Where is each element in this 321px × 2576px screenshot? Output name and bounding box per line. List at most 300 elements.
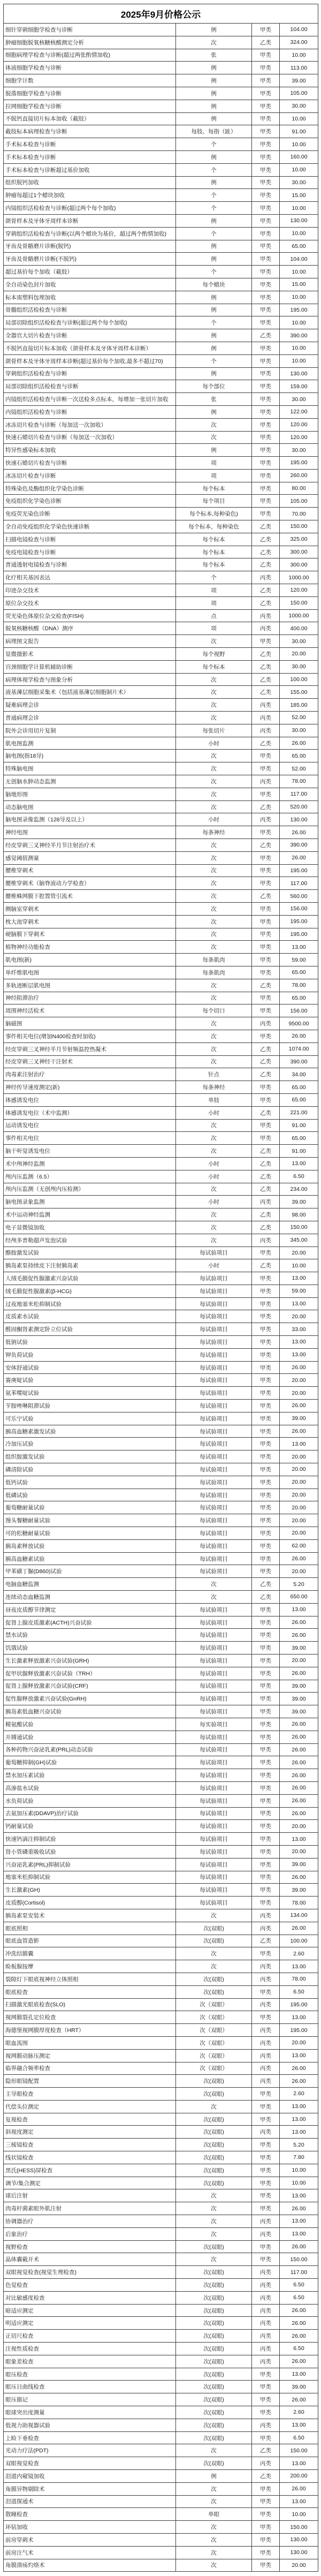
price-cell: 185.00 (280, 699, 318, 712)
item-name-cell: 颅内压监测（6.5） (4, 1170, 176, 1183)
price-cell: 221.00 (280, 1106, 318, 1119)
category-cell: 甲类 (252, 316, 280, 329)
table-row (4, 1897, 318, 1909)
category-cell: 甲类 (252, 74, 280, 87)
item-name-cell: 眼底照相 (4, 1922, 176, 1935)
item-name-cell: 各种药物兴奋泌乳素(PRL)动态试验 (4, 1743, 176, 1756)
table-row (4, 1463, 318, 1476)
unit-cell: 次 (176, 1221, 252, 1234)
table-row (4, 1871, 318, 1884)
category-cell: 甲类 (252, 1705, 280, 1718)
price-cell: 20.00 (280, 1527, 318, 1540)
table-row (4, 1451, 318, 1463)
table-row (4, 1285, 318, 1297)
unit-cell: 次(双眼) (176, 2075, 252, 2088)
table-row (4, 1960, 318, 1973)
price-cell: 20.00 (280, 1845, 318, 1858)
item-name-cell: 前房穿刺术 (4, 2533, 176, 2546)
item-name-cell: 运动诱发电位 (4, 1119, 176, 1132)
item-name-cell: 过夜地塞米松抑制试验 (4, 1297, 176, 1310)
category-cell: 甲类 (252, 1667, 280, 1680)
item-name-cell: 手术标本检查与诊断 (4, 150, 176, 163)
category-cell: 甲类 (252, 240, 280, 253)
unit-cell: 次 (176, 1132, 252, 1145)
price-cell: 1000.00 (280, 609, 318, 622)
price-cell: 20.00 (280, 1374, 318, 1387)
category-cell: 甲类 (252, 2393, 280, 2406)
item-name-cell: 动态脑电图 (4, 800, 176, 813)
table-row (4, 1297, 318, 1310)
category-cell: 甲类 (252, 214, 280, 227)
price-cell: 39.00 (280, 74, 318, 87)
table-row (4, 1081, 318, 1094)
category-cell: 甲类 (252, 1527, 280, 1540)
table-row (4, 1718, 318, 1731)
price-table-body (4, 24, 318, 2572)
table-row (4, 660, 318, 673)
item-name-cell: 肉毒杆菌素眼外肌注射 (4, 2202, 176, 2215)
item-name-cell: 免疫荧光染色诊断 (4, 508, 176, 520)
category-cell: 乙类 (252, 648, 280, 661)
price-cell: 30.00 (280, 393, 318, 406)
item-name-cell: 电脑血糖监测 (4, 1578, 176, 1591)
unit-cell: 次(双眼) (176, 2266, 252, 2279)
unit-cell: 次 (176, 1017, 252, 1030)
unit-cell: 次(双眼) (176, 2240, 252, 2253)
category-cell: 甲类 (252, 2508, 280, 2521)
unit-cell: 每试验项目 (176, 1539, 252, 1552)
unit-cell: 次 (176, 979, 252, 992)
unit-cell: 项 (176, 596, 252, 609)
table-row (4, 112, 318, 125)
table-row (4, 304, 318, 316)
category-cell: 丙类 (252, 813, 280, 826)
price-table (3, 4, 318, 2572)
unit-cell: 项 (176, 457, 252, 470)
unit-cell: 每试验项目 (176, 1871, 252, 1884)
category-cell: 甲类 (252, 928, 280, 941)
table-row (4, 1731, 318, 1743)
item-name-cell: 对比敏感度检查 (4, 2291, 176, 2304)
category-cell: 甲类 (252, 1807, 280, 1820)
table-row (4, 457, 318, 470)
category-cell: 乙类 (252, 800, 280, 813)
unit-cell: 每条神经 (176, 1081, 252, 1094)
table-row (4, 100, 318, 112)
price-cell: 13.00 (280, 1272, 318, 1285)
table-row (4, 1400, 318, 1412)
unit-cell: 次（双眼） (176, 2024, 252, 2037)
price-cell: 117.00 (280, 877, 318, 890)
category-cell: 甲类 (252, 1769, 280, 1782)
item-name-cell: 神经阻滞治疗 (4, 992, 176, 1004)
price-cell: 15.00 (280, 278, 318, 291)
price-cell: 130.00 (280, 2546, 318, 2559)
item-name-cell: 低钙试验 (4, 1476, 176, 1489)
item-name-cell: 特异性感染标本加收 (4, 444, 176, 457)
price-cell: 59.00 (280, 1285, 318, 1297)
table-row (4, 826, 318, 839)
table-row (4, 762, 318, 775)
category-cell: 乙类 (252, 2444, 280, 2457)
unit-cell: 例 (176, 342, 252, 354)
category-cell: 乙类 (252, 737, 280, 750)
table-row (4, 1501, 318, 1514)
table-row (4, 87, 318, 100)
category-cell: 乙类 (252, 1259, 280, 1272)
item-name-cell: 赛庚啶试验 (4, 1374, 176, 1387)
table-row (4, 1591, 318, 1604)
price-cell: 10.00 (280, 291, 318, 304)
item-name-cell: 颌骨样本及牙体牙周样本诊断 (4, 214, 176, 227)
price-cell: 65.00 (280, 1081, 318, 1094)
table-row (4, 2330, 318, 2343)
unit-cell: 次(双眼) (176, 2151, 252, 2164)
unit-cell: 点 (176, 609, 252, 622)
item-name-cell: 晶体囊截开术 (4, 2253, 176, 2266)
price-cell: 39.00 (280, 1884, 318, 1897)
unit-cell: 例 (176, 176, 252, 189)
table-row (4, 2381, 318, 2393)
item-name-cell: 泪道内窥镜加收 (4, 2470, 176, 2483)
category-cell: 丙类 (252, 724, 280, 737)
unit-cell: 次(双眼) (176, 2164, 252, 2177)
price-cell: 6.50 (280, 2291, 318, 2304)
category-cell: 甲类 (252, 418, 280, 431)
category-cell: 甲类 (252, 1858, 280, 1871)
unit-cell: 每试验项目 (176, 1514, 252, 1527)
item-name-cell: 皮质醇(Cortisol) (4, 1897, 176, 1909)
category-cell: 乙类 (252, 839, 280, 852)
price-cell: 34.00 (280, 1068, 318, 1081)
unit-cell: 次 (176, 2227, 252, 2240)
table-row (4, 253, 318, 266)
table-row (4, 2215, 318, 2228)
category-cell: 甲类 (252, 380, 280, 393)
price-cell: 130.00 (280, 813, 318, 826)
item-name-cell: 视网膜裂孔定位检查 (4, 2011, 176, 2024)
price-cell: 10.00 (280, 202, 318, 215)
unit-cell: 每个标本 (176, 482, 252, 495)
item-name-cell: 色觉检查 (4, 2279, 176, 2292)
category-cell: 甲类 (252, 1348, 280, 1361)
category-cell: 甲类 (252, 457, 280, 470)
page-title: 2025年9月价格公示 (4, 4, 318, 24)
table-row (4, 1208, 318, 1221)
price-cell: 26.00 (280, 2062, 318, 2075)
price-cell: 130.00 (280, 214, 318, 227)
price-cell: 26.00 (280, 2240, 318, 2253)
unit-cell: 每个标本，每种染色 (176, 520, 252, 533)
price-cell: 13.00 (280, 2419, 318, 2431)
item-name-cell: 原位杂交技术 (4, 596, 176, 609)
price-cell: 117.00 (280, 788, 318, 800)
price-cell: 13.00 (280, 2011, 318, 2024)
unit-cell: 次 (176, 1145, 252, 1158)
unit-cell: 每试验项目 (176, 1476, 252, 1489)
price-cell: 300.00 (280, 558, 318, 571)
unit-cell: 次（双眼） (176, 2049, 252, 2062)
category-cell: 乙类 (252, 979, 280, 992)
price-cell: 33.00 (280, 1323, 318, 1336)
unit-cell: 每条肌肉 (176, 966, 252, 979)
category-cell: 乙类 (252, 1106, 280, 1119)
table-row (4, 49, 318, 62)
table-row (4, 1845, 318, 1858)
price-cell: 6.50 (280, 1170, 318, 1183)
price-cell: 26.00 (280, 1400, 318, 1412)
table-row (4, 189, 318, 202)
item-name-cell: 感觉阈值测量 (4, 851, 176, 864)
category-cell: 甲类 (252, 2546, 280, 2559)
category-cell: 乙类 (252, 329, 280, 342)
item-name-cell: 荧光染色体原位杂交检查(FISH) (4, 609, 176, 622)
item-name-cell: 印迹杂交技术 (4, 584, 176, 597)
price-cell: 65.00 (280, 1093, 318, 1106)
price-cell: 10.00 (280, 1259, 318, 1272)
category-cell: 甲类 (252, 367, 280, 380)
unit-cell: 例 (176, 253, 252, 266)
unit-cell: 次 (176, 788, 252, 800)
item-name-cell: 冰冻切片检查与诊断 (4, 469, 176, 482)
unit-cell: 次(双眼) (176, 2419, 252, 2431)
table-row (4, 469, 318, 482)
unit-cell: 单肢 (176, 1093, 252, 1106)
category-cell: 乙类 (252, 1208, 280, 1221)
item-name-cell: 代偿头位测定 (4, 2100, 176, 2113)
price-cell: 39.00 (280, 2381, 318, 2393)
table-row (4, 2355, 318, 2368)
unit-cell: 次(双眼) (176, 2113, 252, 2126)
price-cell: 91.00 (280, 1145, 318, 1158)
category-cell: 甲类 (252, 2088, 280, 2101)
item-name-cell: 促性腺释放激素兴奋试验(GnRH) (4, 1693, 176, 1705)
table-row (4, 609, 318, 622)
table-row (4, 1985, 318, 1998)
price-cell: 20.00 (280, 648, 318, 661)
table-row (4, 214, 318, 227)
item-name-cell: 不脱钙直接切片标本加收（颌骨样本及牙体牙周样本诊断） (4, 342, 176, 354)
table-row (4, 1527, 318, 1540)
category-cell: 甲类 (252, 864, 280, 877)
table-row (4, 2279, 318, 2292)
category-cell: 甲类 (252, 2368, 280, 2381)
category-cell: 丙类 (252, 2227, 280, 2240)
item-name-cell: 冰冻切片检查与诊断（每加送一次加收） (4, 418, 176, 431)
price-cell: 195.00 (280, 864, 318, 877)
unit-cell: 次 (176, 864, 252, 877)
item-name-cell: 手术标本检查与诊断 (4, 138, 176, 151)
unit-cell: 次 (176, 1591, 252, 1604)
table-row (4, 1922, 318, 1935)
category-cell: 丙类 (252, 2075, 280, 2088)
price-cell: 70.00 (280, 508, 318, 520)
price-cell: 39.00 (280, 1412, 318, 1425)
unit-cell: 次（双眼） (176, 1998, 252, 2011)
table-row (4, 2189, 318, 2202)
unit-cell: 例 (176, 405, 252, 418)
table-row (4, 1259, 318, 1272)
unit-cell: 次 (176, 1960, 252, 1973)
table-row (4, 724, 318, 737)
category-cell: 丙类 (252, 622, 280, 635)
category-cell: 甲类 (252, 1438, 280, 1451)
unit-cell: 次 (176, 1947, 252, 1960)
item-name-cell: 胰岛素低血糖兴奋试验 (4, 1705, 176, 1718)
table-row (4, 1998, 318, 2011)
unit-cell: 个 (176, 571, 252, 584)
price-cell: 345.00 (280, 1234, 318, 1247)
category-cell: 甲类 (252, 176, 280, 189)
title-row (4, 4, 318, 24)
category-cell: 甲类 (252, 1871, 280, 1884)
table-row (4, 1234, 318, 1247)
price-cell: 30.00 (280, 660, 318, 673)
unit-cell: 每试验项目 (176, 1603, 252, 1616)
item-name-cell: 后象治疗 (4, 2227, 176, 2240)
price-cell: 62.00 (280, 1539, 318, 1552)
table-row (4, 1578, 318, 1591)
table-row (4, 405, 318, 418)
category-cell: 甲类 (252, 1476, 280, 1489)
price-cell: 6.50 (280, 1985, 318, 1998)
item-name-cell: 水负荷试验 (4, 1794, 176, 1807)
unit-cell: 个 (176, 163, 252, 176)
unit-cell: 次 (176, 1208, 252, 1221)
category-cell: 甲类 (252, 1897, 280, 1909)
price-cell: 150.00 (280, 2444, 318, 2457)
item-name-cell: 侧脑室穿刺术 (4, 902, 176, 915)
table-row (4, 1017, 318, 1030)
price-cell: 9500.00 (280, 1017, 318, 1030)
table-row (4, 1616, 318, 1629)
item-name-cell: 脑地形图 (4, 788, 176, 800)
category-cell: 甲类 (252, 2113, 280, 2126)
price-cell: 195.00 (280, 915, 318, 928)
item-name-cell: 地塞米松抑制试验 (4, 1871, 176, 1884)
category-cell: 甲类 (252, 877, 280, 890)
category-cell: 乙类 (252, 1578, 280, 1591)
item-name-cell: 人绒毛膜促性腺激素兴奋试验 (4, 1272, 176, 1285)
category-cell: 甲类 (252, 2164, 280, 2177)
item-name-cell: 正切尺检查 (4, 2330, 176, 2343)
price-cell: 155.00 (280, 686, 318, 699)
unit-cell: 每试验项目 (176, 1387, 252, 1400)
price-cell: 1000.00 (280, 571, 318, 584)
category-cell: 甲类 (252, 1731, 280, 1743)
unit-cell: 每试验项目 (176, 1884, 252, 1897)
category-cell: 甲类 (252, 788, 280, 800)
category-cell: 甲类 (252, 1425, 280, 1438)
category-cell: 甲类 (252, 1004, 280, 1017)
table-row (4, 2011, 318, 2024)
price-cell: 390.00 (280, 839, 318, 852)
unit-cell: 个 (176, 202, 252, 215)
item-name-cell: 硬脑膜下穿刺术 (4, 928, 176, 941)
category-cell: 乙类 (252, 1157, 280, 1170)
item-name-cell: 散瞳检查 (4, 2508, 176, 2521)
unit-cell: 每试验项目 (176, 1743, 252, 1756)
unit-cell: 个 (176, 138, 252, 151)
item-name-cell: 细胞学计数 (4, 74, 176, 87)
price-cell: 26.00 (280, 1629, 318, 1642)
category-cell: 乙类 (252, 546, 280, 558)
item-name-cell: 全自动染色封片加收 (4, 278, 176, 291)
category-cell: 甲类 (252, 1820, 280, 1833)
price-cell: 6.50 (280, 2431, 318, 2444)
unit-cell: 次（双眼） (176, 2062, 252, 2075)
table-row (4, 890, 318, 903)
item-name-cell: 经颅多普勒超声发泡试验 (4, 1234, 176, 1247)
price-cell: 26.00 (280, 1731, 318, 1743)
item-name-cell: 肉毒素注射治疗 (4, 1068, 176, 1081)
price-cell: 13.00 (280, 1297, 318, 1310)
category-cell: 甲类 (252, 1718, 280, 1731)
item-name-cell: 经皮穿刺三叉神经半月节注射治疗术 (4, 839, 176, 852)
category-cell: 乙类 (252, 1043, 280, 1055)
table-row (4, 635, 318, 648)
table-row (4, 2164, 318, 2177)
item-name-cell: 低钠试验 (4, 1336, 176, 1349)
table-row (4, 737, 318, 750)
item-name-cell: 甲苯磺丁脲(D860)试验 (4, 1565, 176, 1578)
category-cell: 乙类 (252, 1170, 280, 1183)
table-row (4, 1055, 318, 1068)
category-cell: 乙类 (252, 1183, 280, 1196)
category-cell: 丙类 (252, 2419, 280, 2431)
price-cell: 20.00 (280, 1820, 318, 1833)
price-cell: 26.00 (280, 1769, 318, 1782)
unit-cell: 每个标本,每种染色) (176, 508, 252, 520)
table-row (4, 699, 318, 712)
price-cell: 20.00 (280, 1489, 318, 1501)
unit-cell: 每试验项目 (176, 1897, 252, 1909)
unit-cell: 每试验项目 (176, 1616, 252, 1629)
table-row (4, 1565, 318, 1578)
category-cell: 丙类 (252, 2304, 280, 2317)
item-name-cell: 禁水试验 (4, 1629, 176, 1642)
category-cell: 乙类 (252, 1145, 280, 1158)
category-cell: 甲类 (252, 1119, 280, 1132)
item-name-cell: 免疫组织化学染色诊断 (4, 495, 176, 508)
price-cell: 10.00 (280, 2508, 318, 2521)
price-cell: 2.60 (280, 2088, 318, 2101)
category-cell: 甲类 (252, 1387, 280, 1400)
price-cell: 104.00 (280, 24, 318, 36)
unit-cell: 每个标本 (176, 660, 252, 673)
unit-cell: 小时 (176, 1157, 252, 1170)
category-cell: 甲类 (252, 1323, 280, 1336)
table-row (4, 1514, 318, 1527)
price-cell: 10.00 (280, 112, 318, 125)
category-cell: 甲类 (252, 1081, 280, 1094)
unit-cell: 例 (176, 329, 252, 342)
item-name-cell: 细胞病理学检查与诊断(超过两张酌情加收) (4, 49, 176, 62)
item-name-cell: 隐形眼镜配置 (4, 2075, 176, 2088)
price-cell: 100.00 (280, 1935, 318, 1947)
unit-cell: 每试验项目 (176, 1501, 252, 1514)
price-cell: 26.00 (280, 737, 318, 750)
price-cell: 26.00 (280, 2355, 318, 2368)
unit-cell: 小时 (176, 813, 252, 826)
table-row (4, 2546, 318, 2559)
price-cell: 30.00 (280, 724, 318, 737)
table-row (4, 1170, 318, 1183)
price-cell: 5.20 (280, 1578, 318, 1591)
price-cell: 78.00 (280, 1897, 318, 1909)
table-row (4, 851, 318, 864)
table-row (4, 227, 318, 240)
